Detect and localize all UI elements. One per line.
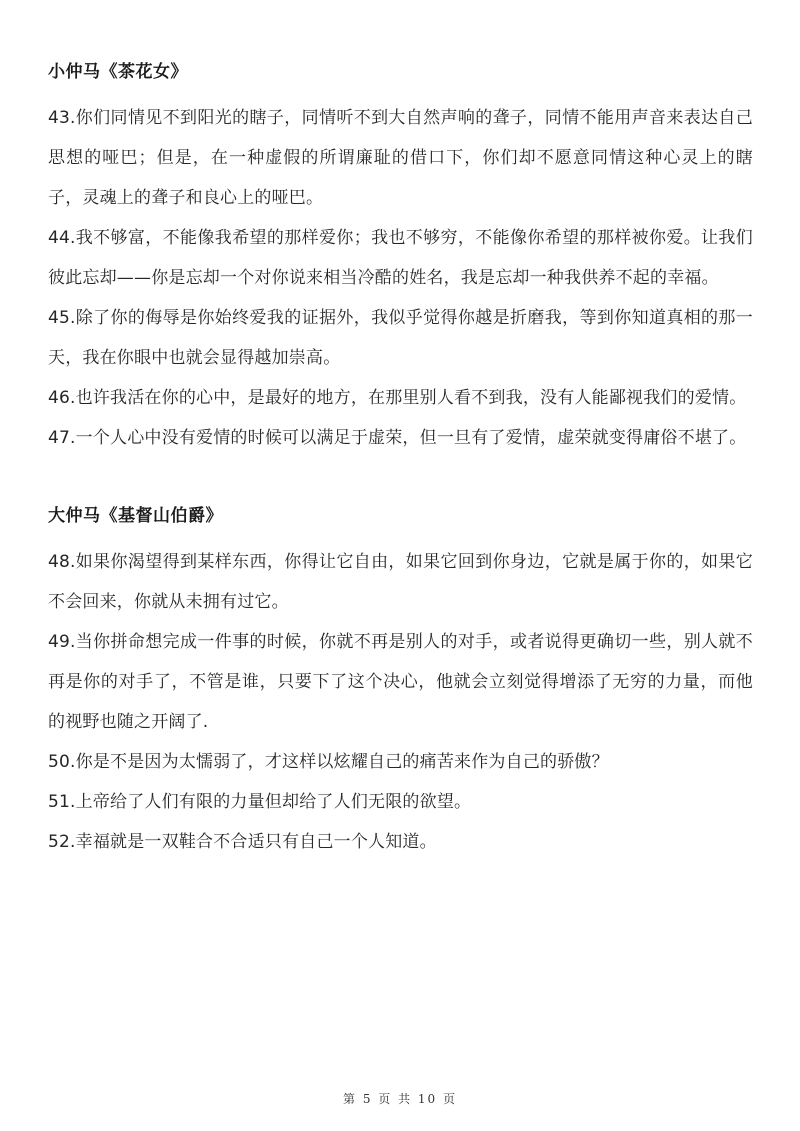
quote-44: 44.我不够富，不能像我希望的那样爱你；我也不够穷，不能像你希望的那样被你爱。让我们彼此忘却——你是忘却一个对你说来相当冷酷的姓名，我是忘却一种我供养不起的幸福。	[48, 228, 753, 288]
quote-46: 46.也许我活在你的心中，是最好的地方，在那里别人看不到我，没有人能鄙视我们的爱情。	[48, 388, 747, 408]
quote-49: 49.当你拼命想完成一件事的时候，你就不再是别人的对手，或者说得更确切一些，别人就不再是你的对手了，不管是谁，只要下了这个决心，他就会立刻觉得增添了无穷的力量，而他的视野也随之开阔了.	[48, 632, 753, 732]
page-number-footer: 第 5 页 共 10 页	[343, 1092, 457, 1106]
quote-45: 45.除了你的侮辱是你始终爱我的证据外，我似乎觉得你越是折磨我，等到你知道真相的那一天，我在你眼中也就会显得越加崇高。	[48, 308, 753, 368]
quote-47: 47.一个人心中没有爱情的时候可以满足于虚荣，但一旦有了爱情，虚荣就变得庸俗不堪了。	[48, 428, 747, 448]
quote-50: 50.你是不是因为太懦弱了，才这样以炫耀自己的痛苦来作为自己的骄傲？	[48, 752, 609, 772]
section-title: 大仲马《基督山伯爵》	[48, 506, 223, 526]
document-page	[48, 58, 753, 906]
section-title: 小仲马《茶花女》	[48, 62, 188, 82]
quote-43: 43.你们同情见不到阳光的瞎子，同情听不到大自然声响的聋子，同情不能用声音来表达自己思想的哑巴；但是，在一种虚假的所谓廉耻的借口下，你们却不愿意同情这种心灵上的瞎子，灵魂上的聋子和良心上的哑巴。	[48, 108, 753, 208]
section-camille	[48, 58, 753, 458]
quote-48: 48.如果你渴望得到某样东西，你得让它自由，如果它回到你身边，它就是属于你的，如果它不会回来，你就从未拥有过它。	[48, 552, 753, 612]
section-monte-cristo	[48, 502, 753, 862]
quote-51: 51.上帝给了人们有限的力量但却给了人们无限的欲望。	[48, 792, 472, 812]
quote-52: 52.幸福就是一双鞋合不合适只有自己一个人知道。	[48, 832, 437, 852]
